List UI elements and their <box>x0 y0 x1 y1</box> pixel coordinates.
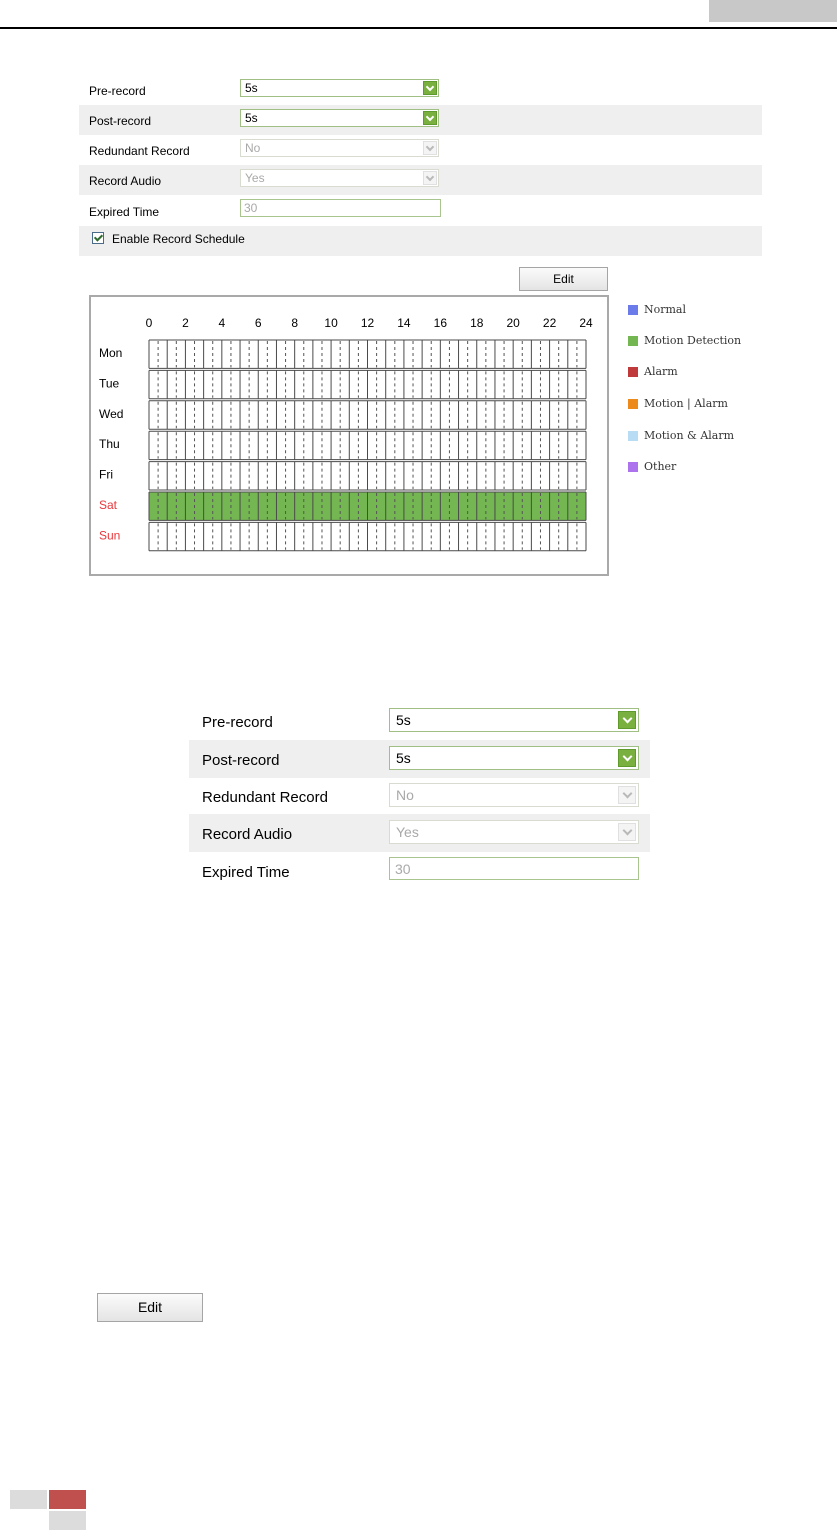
legend-swatch-motion-and-alarm <box>628 431 638 441</box>
chevron-down-icon <box>618 786 636 804</box>
chevron-down-icon[interactable] <box>618 711 636 729</box>
redundant-record-select <box>389 783 639 807</box>
form-row-expired-time <box>79 196 762 226</box>
form-row-post-record <box>79 105 762 135</box>
legend-label-alarm: Alarm <box>644 365 678 378</box>
large-form-row-post-record <box>189 740 650 778</box>
record-audio-select <box>240 169 439 187</box>
form-row-pre-record <box>79 75 762 105</box>
day-label: Thu <box>99 437 120 452</box>
hour-label: 22 <box>542 316 557 330</box>
post-record-label: Post-record <box>202 752 280 769</box>
legend-swatch-alarm <box>628 367 638 377</box>
record-audio-select <box>389 820 639 844</box>
hour-label: 10 <box>324 316 338 330</box>
hour-label: 20 <box>506 316 520 330</box>
record-audio-label: Record Audio <box>89 174 162 188</box>
large-form-row-redundant-record <box>189 777 650 815</box>
large-form-row-record-audio <box>189 814 650 852</box>
pre-record-value: 5s <box>396 712 411 728</box>
expired-time-input[interactable] <box>389 857 639 880</box>
chevron-down-icon[interactable] <box>618 749 636 767</box>
day-label: Fri <box>99 467 113 482</box>
legend-label-other: Other <box>644 460 677 473</box>
chevron-down-icon[interactable] <box>423 111 437 125</box>
chevron-down-icon <box>423 171 437 185</box>
pre-record-select[interactable] <box>389 708 639 732</box>
hour-label: 6 <box>254 316 262 330</box>
record-audio-value: Yes <box>396 824 419 840</box>
day-label: Sat <box>99 498 118 512</box>
legend-label-normal: Normal <box>644 303 687 316</box>
hour-label: 14 <box>397 316 411 330</box>
legend-swatch-motion-or-alarm <box>628 399 638 409</box>
post-record-select[interactable] <box>389 746 639 770</box>
legend-label-motion-or-alarm: Motion | Alarm <box>644 397 728 410</box>
legend-swatch-normal <box>628 305 638 315</box>
header-rule <box>0 27 837 29</box>
chevron-down-icon[interactable] <box>423 81 437 95</box>
schedule-edit-button[interactable]: Edit <box>519 267 608 291</box>
hour-label: 16 <box>433 316 448 330</box>
chevron-down-icon <box>618 823 636 841</box>
record-audio-value: Yes <box>245 171 265 185</box>
enable-record-schedule-label[interactable]: Enable Record Schedule <box>112 232 245 246</box>
hour-label: 4 <box>218 316 226 330</box>
expired-time-label: Expired Time <box>202 864 290 881</box>
schedule-panel <box>89 295 609 576</box>
redundant-record-label: Redundant Record <box>202 789 328 806</box>
form-row-redundant-record <box>79 135 762 165</box>
enable-record-schedule-checkbox[interactable] <box>92 232 104 244</box>
expired-time-value: 30 <box>395 861 411 877</box>
expired-time-input[interactable] <box>240 199 441 217</box>
footer-block-gray-left <box>10 1490 47 1509</box>
day-label: Wed <box>99 406 124 421</box>
redundant-record-label: Redundant Record <box>89 144 190 158</box>
expired-time-value: 30 <box>244 201 258 215</box>
redundant-record-value: No <box>396 787 414 803</box>
post-record-value: 5s <box>396 750 411 766</box>
pre-record-label: Pre-record <box>202 714 273 731</box>
redundant-record-value: No <box>245 141 261 155</box>
day-label: Sun <box>99 528 121 543</box>
form-row-record-audio <box>79 165 762 195</box>
legend-label-motion-detection: Motion Detection <box>644 334 742 347</box>
expired-time-label: Expired Time <box>89 205 160 219</box>
legend-swatch-other <box>628 462 638 472</box>
hour-label: 24 <box>579 316 593 330</box>
large-form-row-pre-record <box>189 702 650 740</box>
post-record-label: Post-record <box>89 114 152 128</box>
day-label: Mon <box>99 346 123 360</box>
schedule-grid[interactable] <box>91 297 607 574</box>
redundant-record-select <box>240 139 439 157</box>
day-label: Tue <box>99 376 120 391</box>
large-form-row-expired-time <box>189 852 650 890</box>
pre-record-label: Pre-record <box>89 84 146 98</box>
legend-swatch-motion-detection <box>628 336 638 346</box>
post-record-value: 5s <box>245 111 258 125</box>
hour-label: 8 <box>291 316 299 330</box>
hour-label: 18 <box>470 316 484 330</box>
hour-label: 0 <box>145 316 153 330</box>
enable-record-schedule-row <box>79 226 762 256</box>
legend-label-motion-and-alarm: Motion & Alarm <box>644 429 735 442</box>
footer-block-gray-bottom <box>49 1511 86 1530</box>
chevron-down-icon <box>423 141 437 155</box>
footer-block-red <box>49 1490 86 1509</box>
record-audio-label: Record Audio <box>202 826 293 843</box>
hour-label: 12 <box>360 316 375 330</box>
header-tab-block <box>709 0 837 22</box>
edit-button[interactable]: Edit <box>97 1293 203 1322</box>
pre-record-value: 5s <box>245 81 258 95</box>
pre-record-select[interactable] <box>240 79 439 97</box>
post-record-select[interactable] <box>240 109 439 127</box>
hour-label: 2 <box>182 316 189 330</box>
